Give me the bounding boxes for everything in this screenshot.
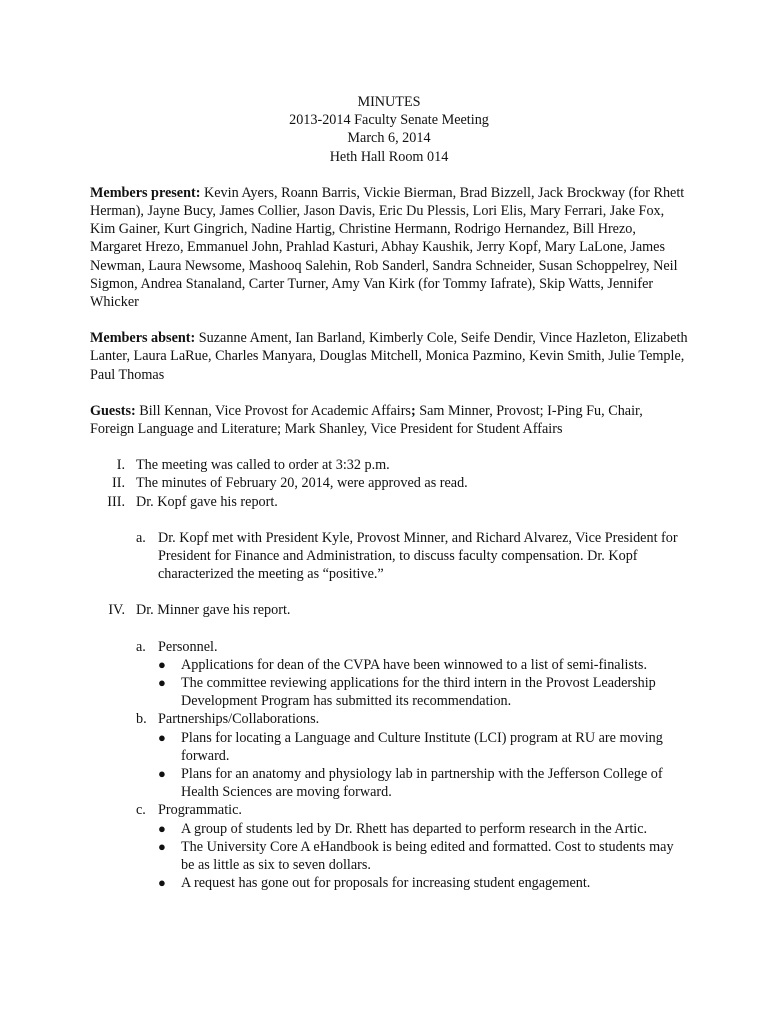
members-present-list: Kevin Ayers, Roann Barris, Vickie Bierman, Brad Bizzell, Jack Brockway (for Rhett Herman), Jayne Bucy, James Collier, Jason Davis, Eric Du Plessis, Lori Elis, Mary Ferrari, Jake Fox, Kim Gainer, Kurt Gingrich, Nadine Hartig, Christine Hermann, Rodrigo Hernandez, Bill Hrezo, Margaret Hrezo, Emmanuel John, Prahlad Kasturi, Abhay Kaushik, Jerry Kopf, Mary LaLone, James Newman, Laura Newsome, Mashooq Salehin, Rob Sanderl, Sandra Schneider, Susan Schoppelrey, Neil Sigmon, Andrea Stanaland, Carter Turner, Amy Van Kirk (for Tommy Iafrate), Skip Watts, Jennifer Whicker	[90, 184, 685, 310]
agenda-item	[90, 456, 690, 474]
sub-item-title: Partnerships/Collaborations.	[158, 711, 320, 728]
document-page	[90, 93, 690, 892]
bullet-icon: ●	[158, 875, 166, 891]
sub-item-title: Personnel.	[158, 638, 218, 655]
bullet-icon: ●	[158, 675, 166, 691]
agenda-item	[90, 601, 690, 619]
minner-report	[136, 638, 690, 893]
bullet-text: Applications for dean of the CVPA have been winnowed to a list of semi-finalists.	[181, 656, 648, 673]
bullet-text: Plans for locating a Language and Culture Institute (LCI) program at RU are moving forward.	[181, 729, 663, 764]
bullet-text: A request has gone out for proposals for increasing student engagement.	[181, 875, 591, 892]
sub-item-letter: a.	[136, 638, 146, 655]
document-header	[88, 93, 690, 166]
sub-item	[136, 529, 690, 584]
bullet-text: Plans for an anatomy and physiology lab in partnership with the Jefferson College of Health Sciences are moving forward.	[181, 766, 663, 801]
bullet-text: The University Core A eHandbook is being edited and formatted. Cost to students may be as little as six to seven dollars.	[181, 838, 674, 874]
members-absent-label: Members absent:	[90, 330, 196, 347]
agenda-items	[90, 456, 690, 511]
sub-item	[136, 801, 690, 819]
bullet-item	[158, 874, 690, 892]
agenda-item-text: Dr. Minner gave his report.	[136, 602, 291, 619]
agenda-item-number: III.	[107, 493, 125, 510]
sub-item-letter: a.	[136, 529, 146, 546]
agenda-item-number: IV.	[108, 602, 125, 619]
agenda-item-number: I.	[116, 457, 125, 474]
bullet-item	[158, 656, 690, 674]
bullet-item	[158, 820, 690, 838]
bullet-text: A group of students led by Dr. Rhett has departed to perform research in the Artic.	[181, 820, 648, 837]
bullet-icon: ●	[158, 766, 166, 782]
bullet-item	[158, 838, 690, 874]
agenda-item-number: II.	[112, 475, 125, 492]
bullet-item	[158, 729, 690, 765]
kopf-report	[136, 529, 690, 584]
agenda-item	[90, 493, 690, 511]
bullet-item	[158, 674, 690, 710]
report-section-personnel	[136, 638, 690, 711]
sub-item-letter: b.	[136, 711, 147, 728]
doc-title: MINUTES	[357, 94, 421, 110]
guests-semicolon: ;	[410, 402, 416, 419]
agenda-item-text: The meeting was called to order at 3:32 p.m.	[136, 457, 390, 474]
bullet-text: The committee reviewing applications for the third intern in the Provost Leadership Development Program has submitted its recommendation.	[181, 675, 656, 710]
guests-list-part2: Sam Minner, Provost; I-Ping Fu, Chair, Foreign Language and Literature; Mark Shanley, Vice President for Student Affairs	[90, 402, 643, 437]
bullet-icon: ●	[158, 820, 166, 836]
members-present-paragraph	[90, 184, 690, 311]
guests-list-part1: Bill Kennan, Vice Provost for Academic Affairs	[135, 402, 411, 419]
sub-item-letter: c.	[136, 802, 146, 819]
sub-item	[136, 638, 690, 656]
guests-label: Guests:	[90, 402, 136, 419]
bullet-icon: ●	[158, 656, 166, 672]
agenda-item-text: The minutes of February 20, 2014, were approved as read.	[136, 475, 468, 492]
bullet-item	[158, 765, 690, 801]
agenda-item-text: Dr. Kopf gave his report.	[136, 493, 278, 510]
meeting-date: March 6, 2014	[347, 130, 431, 147]
sub-item	[136, 710, 690, 728]
guests-paragraph	[90, 402, 690, 438]
sub-item-text: Dr. Kopf met with President Kyle, Provost Minner, and Richard Alvarez, Vice President for President for Finance and Administration, to discuss faculty compensation. Dr. Kopf characterized the meeting as “positive.”	[158, 529, 678, 583]
meeting-location: Heth Hall Room 014	[329, 148, 449, 165]
meeting-name: 2013-2014 Faculty Senate Meeting	[289, 112, 489, 129]
report-section-partnerships	[136, 710, 690, 801]
agenda-item	[90, 474, 690, 492]
members-absent-list: Suzanne Ament, Ian Barland, Kimberly Cole, Seife Dendir, Vince Hazleton, Elizabeth Lanter, Laura LaRue, Charles Manyara, Douglas Mitchell, Monica Pazmino, Kevin Smith, Julie Temple, Paul Thomas	[90, 330, 688, 383]
sub-item-title: Programmatic.	[158, 802, 242, 819]
bullet-icon: ●	[158, 838, 166, 854]
members-present-label: Members present:	[90, 184, 201, 201]
members-absent-paragraph	[90, 329, 690, 384]
report-section-programmatic	[136, 801, 690, 892]
bullet-icon: ●	[158, 729, 166, 745]
